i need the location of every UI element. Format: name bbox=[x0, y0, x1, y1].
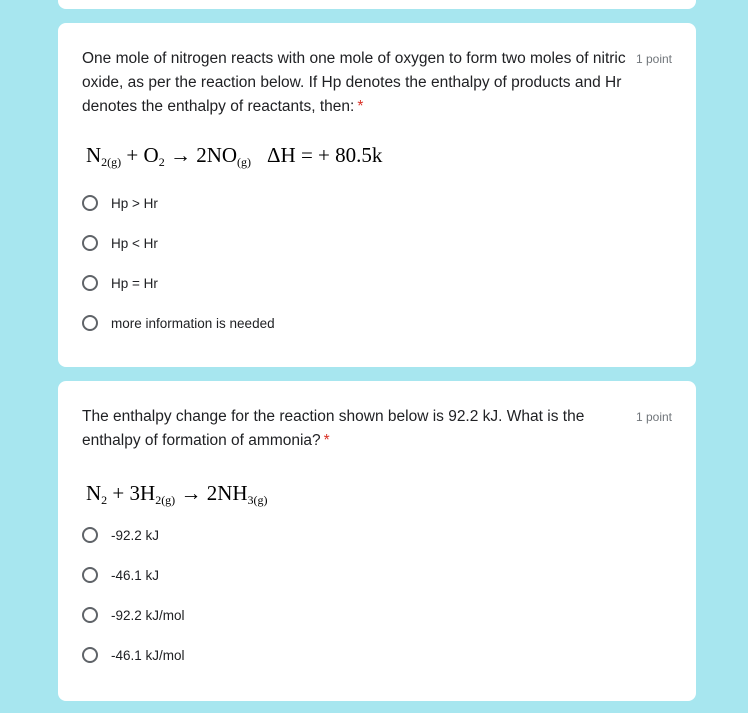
required-asterisk: * bbox=[323, 432, 330, 449]
question-points: 1 point bbox=[635, 52, 672, 66]
answer-option[interactable] bbox=[82, 263, 275, 303]
reaction-equation: $N_{2(g)} + O_2 \to 2NO_{(g)}$ ΔH = + 80.5k bbox=[86, 143, 383, 169]
reaction-equation: $N_2 + 3H_{2(g)} \to 2NH_{3(g)}$ bbox=[86, 481, 268, 507]
answer-option[interactable] bbox=[82, 183, 275, 223]
question-header bbox=[82, 47, 672, 119]
radio-button[interactable] bbox=[82, 607, 98, 623]
question-card-nitric-oxide bbox=[58, 23, 696, 367]
radio-button[interactable] bbox=[82, 235, 98, 251]
radio-button[interactable] bbox=[82, 195, 98, 211]
radio-button[interactable] bbox=[82, 275, 98, 291]
radio-button[interactable] bbox=[82, 647, 98, 663]
option-label: -92.2 kJ/mol bbox=[111, 607, 185, 623]
question-points: 1 point bbox=[635, 410, 672, 424]
answer-option[interactable] bbox=[82, 635, 185, 675]
previous-question-card bbox=[58, 0, 696, 9]
option-label: Hp > Hr bbox=[111, 195, 158, 211]
answer-option[interactable] bbox=[82, 515, 185, 555]
answer-option[interactable] bbox=[82, 555, 185, 595]
answer-option[interactable] bbox=[82, 223, 275, 263]
question-text: The enthalpy change for the reaction shown below is 92.2 kJ. What is the enthalpy of formation of ammonia? * bbox=[82, 408, 585, 449]
option-label: Hp = Hr bbox=[111, 275, 158, 291]
question-card-ammonia bbox=[58, 381, 696, 701]
option-label: Hp < Hr bbox=[111, 235, 158, 251]
option-label: -92.2 kJ bbox=[111, 527, 160, 543]
answer-option[interactable] bbox=[82, 595, 185, 635]
required-asterisk: * bbox=[357, 98, 364, 115]
option-label: -46.1 kJ/mol bbox=[111, 647, 185, 663]
question-header bbox=[82, 405, 672, 453]
answer-options bbox=[82, 183, 275, 343]
radio-button[interactable] bbox=[82, 527, 98, 543]
option-label: -46.1 kJ bbox=[111, 567, 160, 583]
radio-button[interactable] bbox=[82, 315, 98, 331]
answer-option[interactable] bbox=[82, 303, 275, 343]
option-label: more information is needed bbox=[111, 315, 275, 331]
answer-options bbox=[82, 515, 185, 675]
radio-button[interactable] bbox=[82, 567, 98, 583]
question-text: One mole of nitrogen reacts with one mole of oxygen to form two moles of nitric oxide, as per the reaction below. If Hp denotes the enthalpy of products and Hr denotes the enthalpy of reactants, then: * bbox=[82, 50, 626, 115]
